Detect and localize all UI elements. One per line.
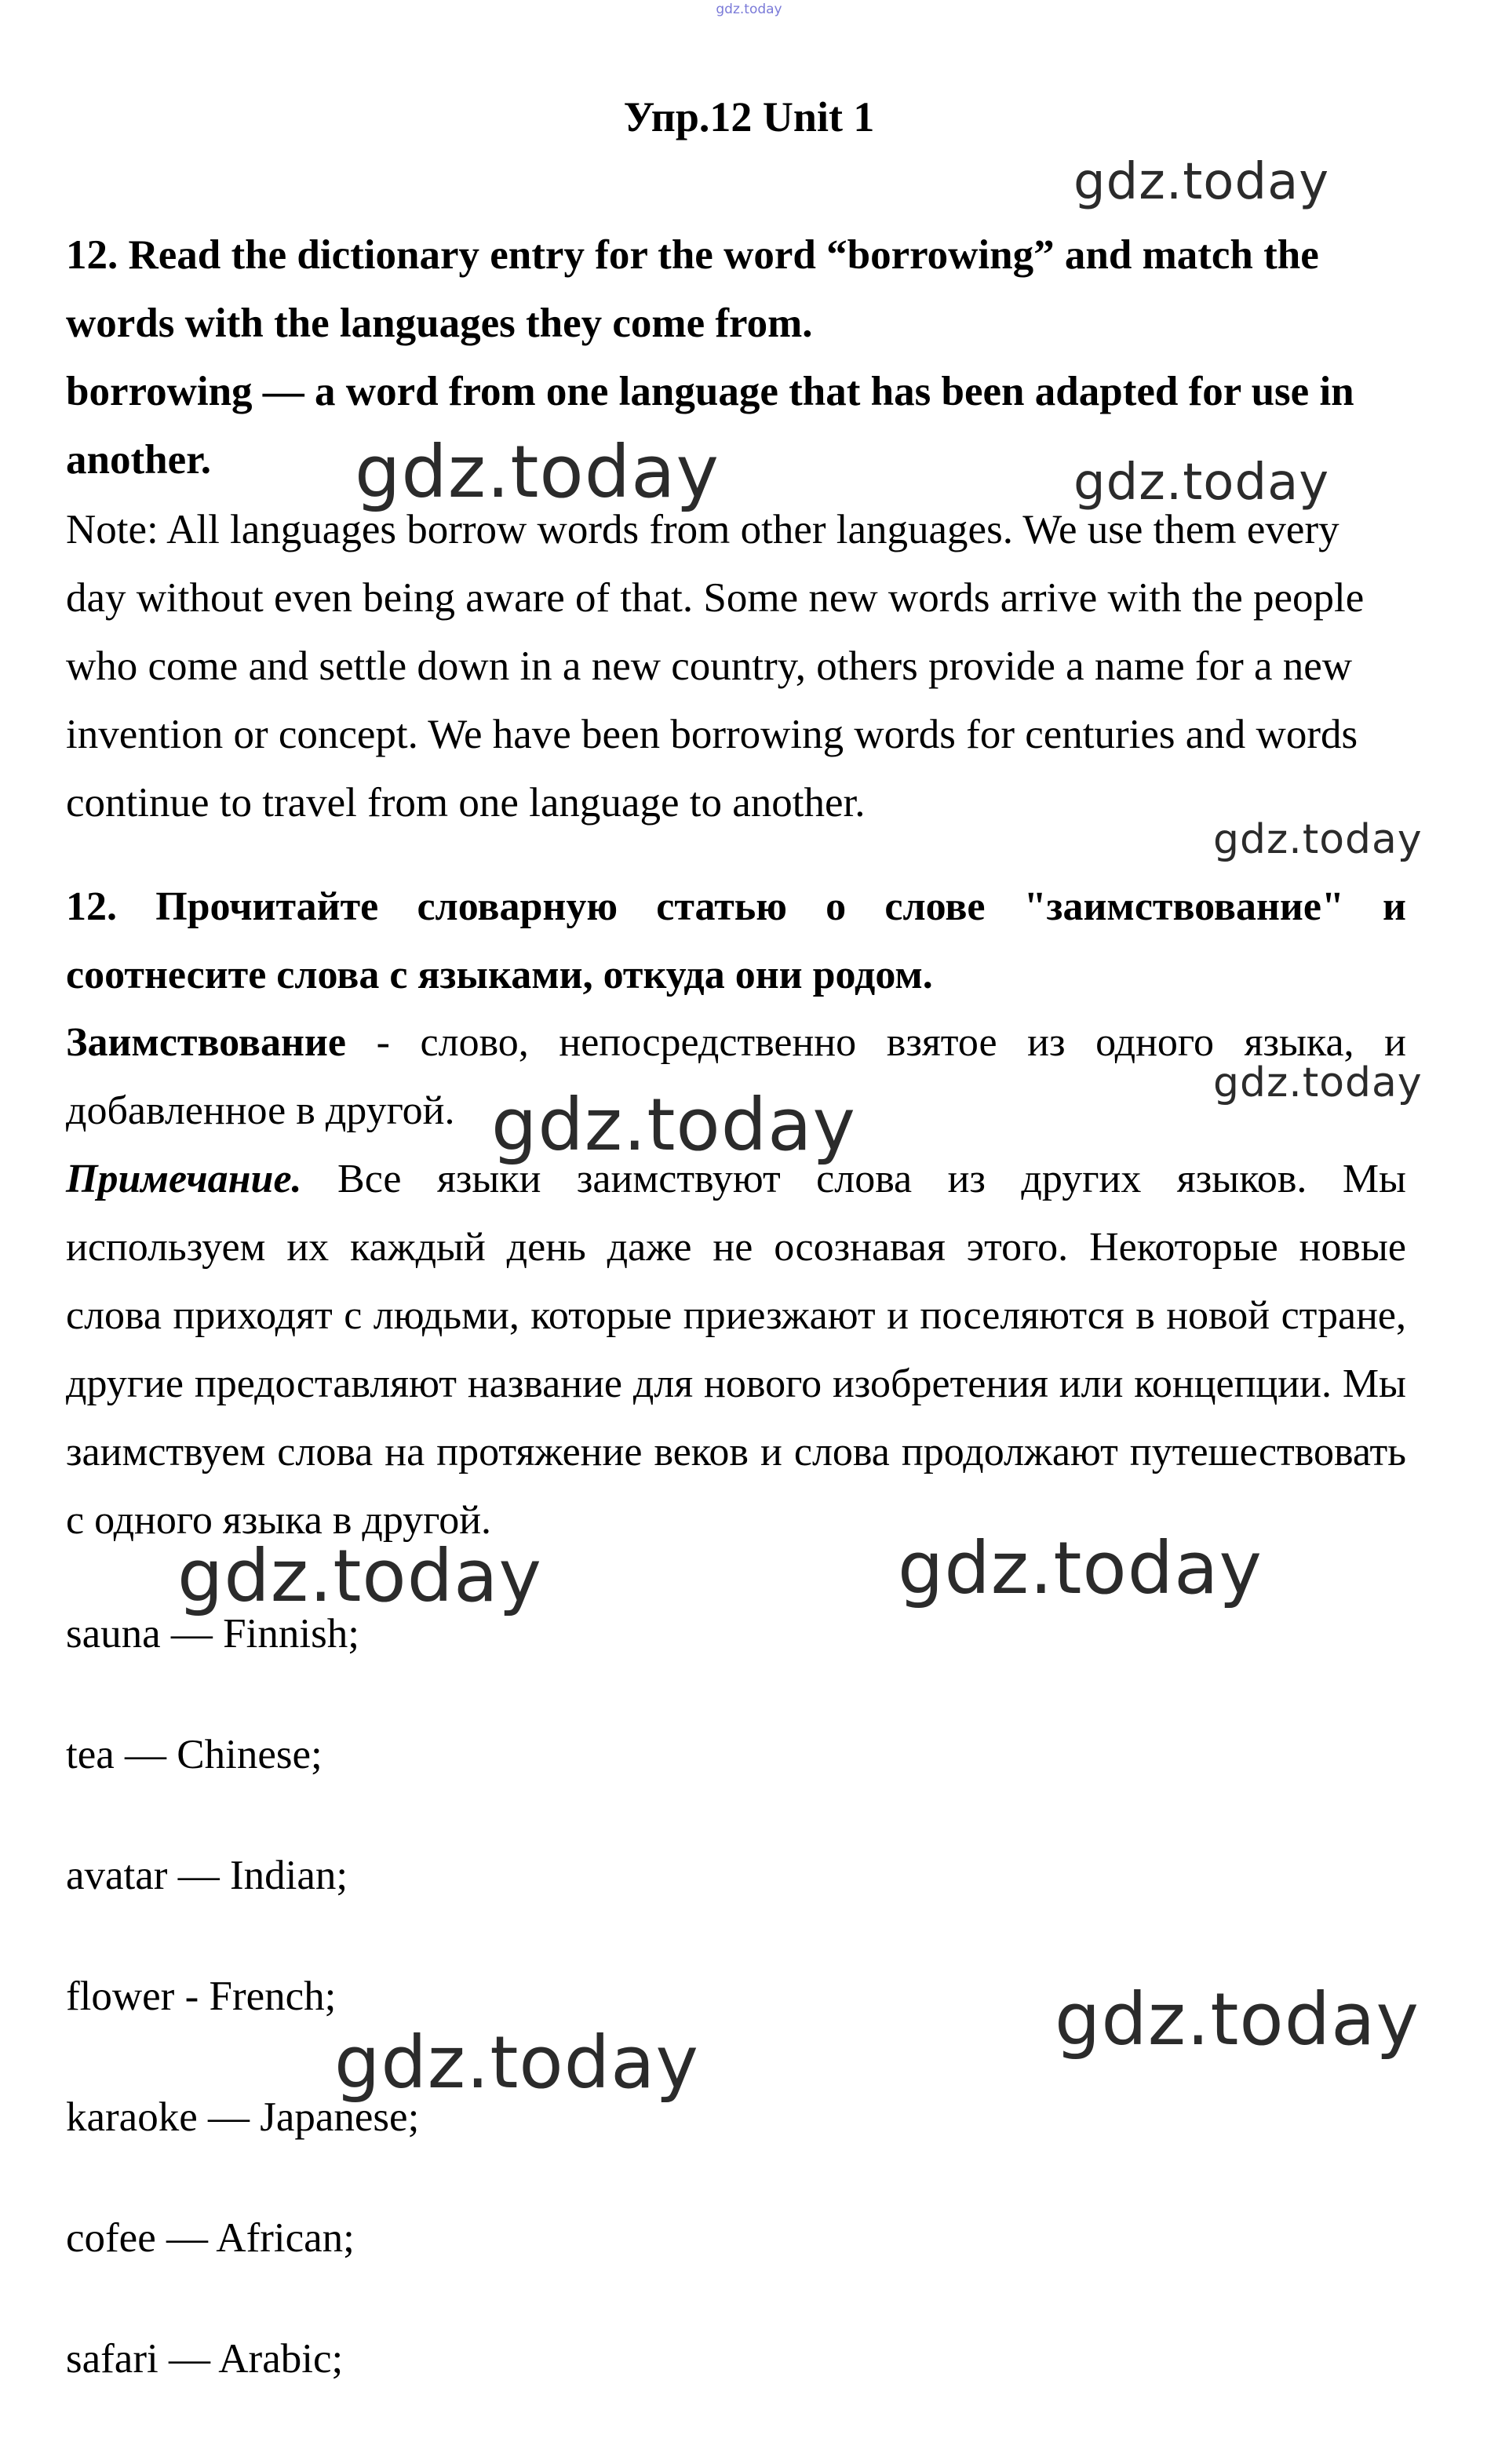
answer-line: tea — Chinese; [66,1732,323,1777]
english-note: Note: All languages borrow words from other languages. We use them every day without even being aware of that. Some new words arrive with the people who come and settle down in a new country, others provide a name for a new invention or concept. We have been borrowing words for centuries and words continue to travel from one language to another. [66,507,1365,826]
english-task-heading: 12. Read the dictionary entry for the word “borrowing” and match the words with the languages they come from. [66,232,1319,346]
watermark: gdz.today [355,430,720,514]
note-text: Все языки заимствуют слова из других языков. Мы используем их каждый день даже не осознавая этого. Некоторые новые слова приходят с людьми, которые приезжают и поселяются в новой стране, другие предоставляют название для нового изобретения или концепции. Мы заимствуем слова на протяжение веков и слова продолжают путешествовать с одного языка в другой. [66,1157,1406,1543]
watermark: gdz.today [334,2021,699,2105]
watermark: gdz.today [898,1526,1263,1610]
watermark: gdz.today [1055,1977,1420,2061]
watermark: gdz.today [1073,454,1330,512]
answer-line: flower - French; [66,1974,337,2019]
russian-task-heading: 12. Прочитайте словарную статью о слове "заимствование" и соотнесите слова с языками, откуда они родом. [66,884,1406,997]
watermark: gdz.today [1213,816,1423,863]
english-definition: borrowing — a word from one language that has been adapted for use in another. [66,369,1354,483]
answer-line: avatar — Indian; [66,1853,348,1898]
definition-term: Заимствование [66,1020,346,1065]
definition-text: - слово, непосредственно взятое из одного языка, и добавленное в другой. [66,1020,1406,1133]
top-watermark: gdz.today [716,2,782,17]
answer-line: cofee — African; [66,2215,355,2261]
answer-line: karaoke — Japanese; [66,2094,420,2140]
watermark: gdz.today [177,1534,542,1618]
watermark: gdz.today [1213,1059,1423,1106]
russian-note [66,1145,1406,1555]
note-label: Примечание. [66,1157,302,1201]
page-title: Упр.12 Unit 1 [623,93,875,140]
answer-line: safari — Arabic; [66,2336,344,2382]
watermark: gdz.today [1073,153,1330,211]
watermark: gdz.today [491,1083,856,1167]
answer-line: sauna — Finnish; [66,1611,359,1657]
